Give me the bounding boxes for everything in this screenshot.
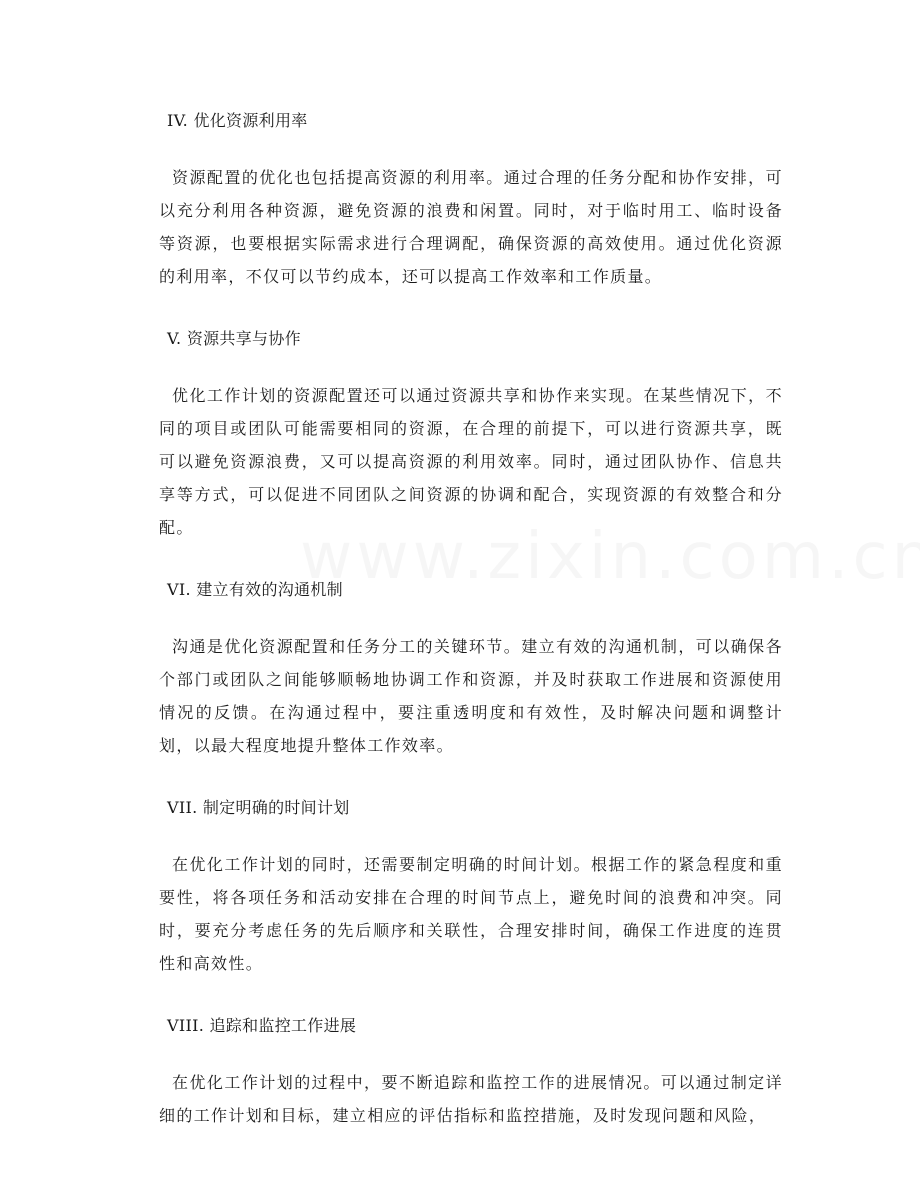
section-heading-iv: IV. 优化资源利用率: [167, 111, 308, 130]
section-heading-vi: VI. 建立有效的沟通机制: [167, 580, 343, 599]
section-heading-vii: VII. 制定明确的时间计划: [167, 798, 350, 817]
section-paragraph-vii: 在优化工作计划的同时，还需要制定明确的时间计划。根据工作的紧急程度和重要性，将各项任务和活动安排在合理的时间节点上，避免时间的浪费和冲突。同时，要充分考虑任务的先后顺序和关联性，合理安排时间，确保工作进度的连贯性和高效性。: [159, 855, 783, 973]
section-heading-viii: VIII. 追踪和监控工作进展: [167, 1016, 357, 1035]
document-body: [159, 104, 783, 1161]
section-heading-v: V. 资源共享与协作: [167, 329, 301, 348]
section-paragraph-viii: 在优化工作计划的过程中，要不断追踪和监控工作的进展情况。可以通过制定详细的工作计划和目标，建立相应的评估指标和监控措施，及时发现问题和风险，: [159, 1073, 783, 1125]
section-paragraph-iv: 资源配置的优化也包括提高资源的利用率。通过合理的任务分配和协作安排，可以充分利用各种资源，避免资源的浪费和闲置。同时，对于临时用工、临时设备等资源，也要根据实际需求进行合理调配，确保资源的高效使用。通过优化资源的利用率，不仅可以节约成本，还可以提高工作效率和工作质量。: [159, 168, 783, 286]
section-paragraph-vi: 沟通是优化资源配置和任务分工的关键环节。建立有效的沟通机制，可以确保各个部门或团队之间能够顺畅地协调工作和资源，并及时获取工作进展和资源使用情况的反馈。在沟通过程中，要注重透明度和有效性，及时解决问题和调整计划，以最大程度地提升整体工作效率。: [159, 637, 783, 755]
section-paragraph-v: 优化工作计划的资源配置还可以通过资源共享和协作来实现。在某些情况下，不同的项目或团队可能需要相同的资源，在合理的前提下，可以进行资源共享，既可以避免资源浪费，又可以提高资源的利用效率。同时，通过团队协作、信息共享等方式，可以促进不同团队之间资源的协调和配合，实现资源的有效整合和分配。: [159, 386, 783, 537]
